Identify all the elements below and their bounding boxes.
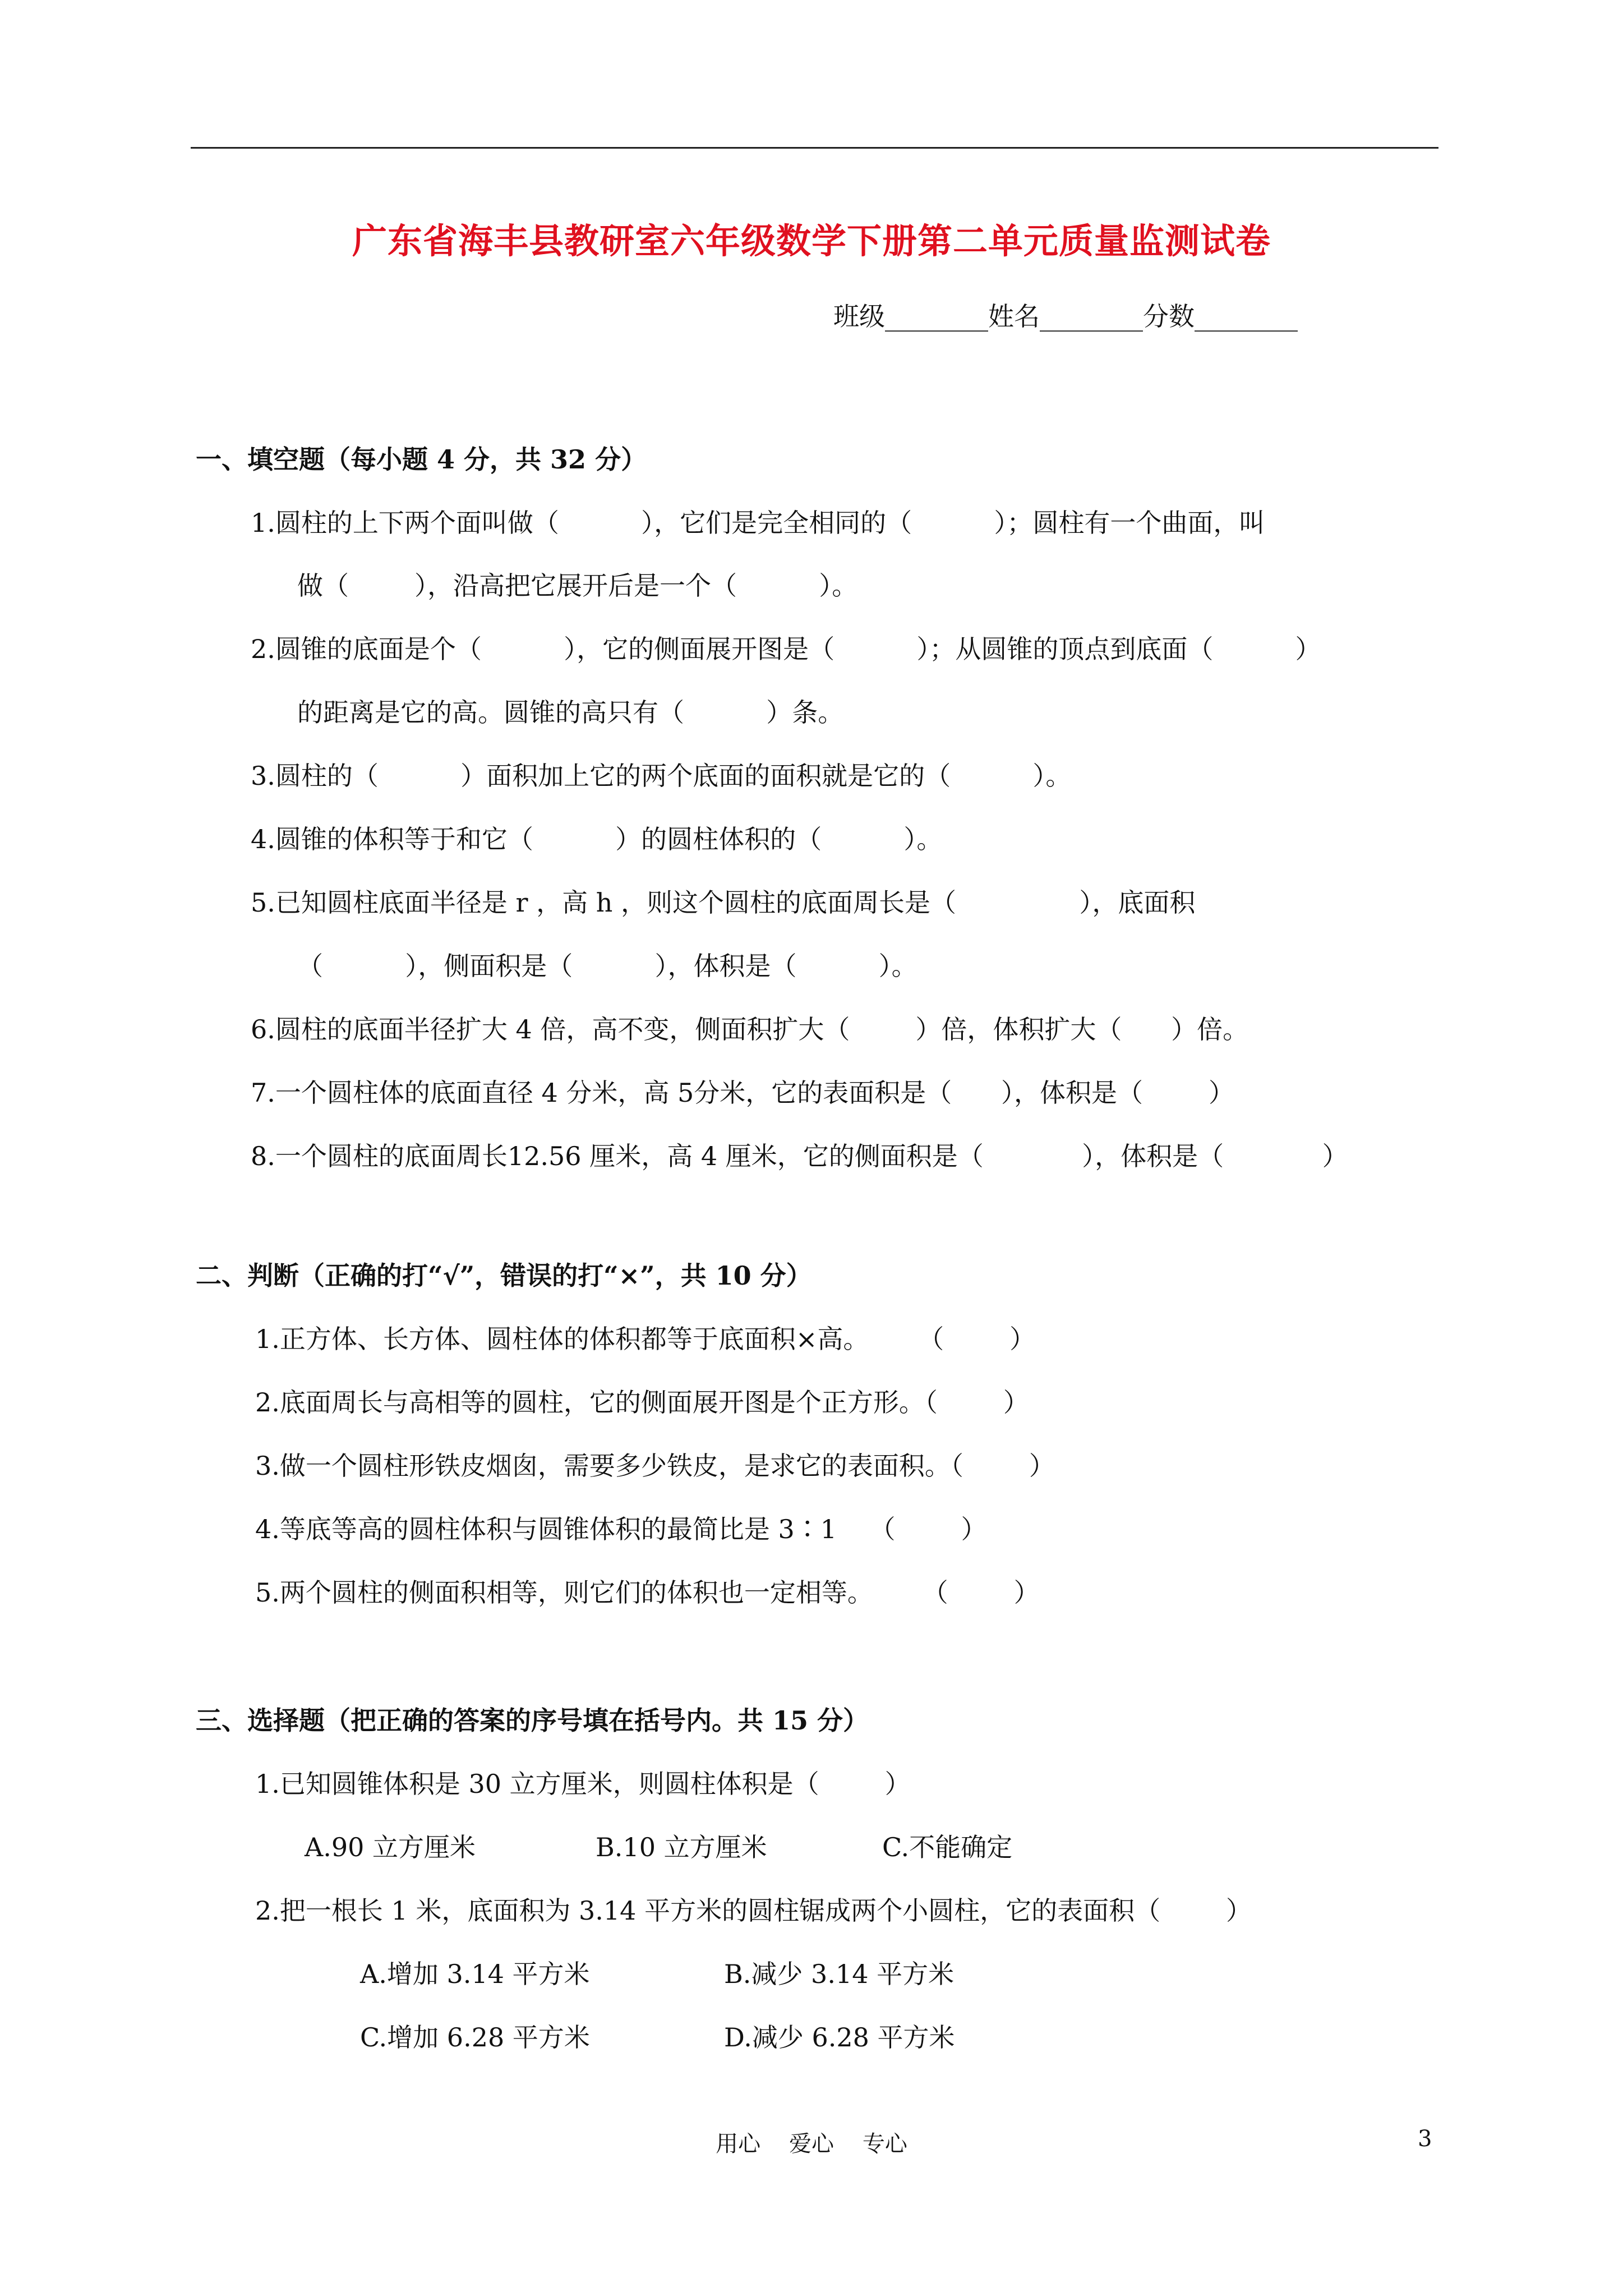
page-number: 3 — [1418, 2126, 1432, 2152]
s1-line-10: 7.一个圆柱体的底面直径 4 分米，高 5分米，它的表面积是（ ），体积是（ ） — [251, 1078, 1234, 1108]
s1-line-3: 2.圆锥的底面是个（ ），它的侧面展开图是（ ）；从圆锥的顶点到底面（ ） — [251, 634, 1321, 664]
s3-q1-option-a: A.90 立方厘米 — [305, 1832, 476, 1862]
section-1-heading: 一、填空题（每小题 4 分，共 32 分） — [196, 444, 647, 475]
section-3-heading: 三、选择题（把正确的答案的序号填在括号内。共 15 分） — [196, 1705, 869, 1736]
s1-line-8: （ ），侧面积是（ ），体积是（ ）。 — [297, 951, 917, 981]
s2-line-5: 5.两个圆柱的侧面积相等，则它们的体积也一定相等。 （ ） — [255, 1577, 1040, 1608]
s2-line-1: 1.正方体、长方体、圆柱体的体积都等于底面积×高。 （ ） — [255, 1324, 1036, 1354]
s2-line-4: 4.等底等高的圆柱体积与圆锥体积的最简比是 3∶1 （ ） — [255, 1514, 987, 1544]
s3-q1-option-b: B.10 立方厘米 — [596, 1832, 767, 1862]
student-info-line: 班级________姓名________分数________ — [833, 301, 1298, 332]
s1-line-1: 1.圆柱的上下两个面叫做（ ），它们是完全相同的（ ）；圆柱有一个曲面，叫 — [251, 508, 1265, 538]
s2-line-3: 3.做一个圆柱形铁皮烟囱，需要多少铁皮，是求它的表面积。（ ） — [255, 1451, 1055, 1481]
s1-line-7: 5.已知圆柱底面半径是 r ，高 h ，则这个圆柱的底面周长是（ ），底面积 — [251, 887, 1196, 918]
s1-line-4: 的距离是它的高。圆锥的高只有（ ）条。 — [297, 697, 844, 728]
section-2-heading: 二、判断（正确的打“√”，错误的打“×”，共 10 分） — [196, 1260, 812, 1291]
s3-q2-option-d: D.减少 6.28 平方米 — [724, 2022, 955, 2053]
s3-q2: 2.把一根长 1 米，底面积为 3.14 平方米的圆柱锯成两个小圆柱，它的表面积（ ） — [255, 1895, 1252, 1926]
s3-q2-option-c: C.增加 6.28 平方米 — [360, 2022, 590, 2053]
s3-q2-option-a: A.增加 3.14 平方米 — [360, 1959, 590, 1989]
s3-q1-option-c: C.不能确定 — [882, 1832, 1013, 1862]
s2-line-2: 2.底面周长与高相等的圆柱，它的侧面展开图是个正方形。（ ） — [255, 1387, 1029, 1418]
s1-line-6: 4.圆锥的体积等于和它（ ）的圆柱体积的（ ）。 — [251, 824, 943, 854]
s1-line-2: 做（ ），沿高把它展开后是一个（ ）。 — [297, 570, 858, 601]
exam-title: 广东省海丰县教研室六年级数学下册第二单元质量监测试卷 — [352, 220, 1271, 261]
s1-line-11: 8.一个圆柱的底面周长12.56 厘米，高 4 厘米，它的侧面积是（ ），体积是（ ） — [251, 1141, 1348, 1171]
s1-line-5: 3.圆柱的（ ）面积加上它的两个底面的面积就是它的（ ）。 — [251, 761, 1072, 791]
s1-line-9: 6.圆柱的底面半径扩大 4 倍，高不变，侧面积扩大（ ）倍，体积扩大（ ）倍。 — [251, 1014, 1249, 1045]
s3-q1: 1.已知圆锥体积是 30 立方厘米，则圆柱体积是（ ） — [255, 1769, 911, 1799]
footer-motto: 用心 爱心 专心 — [716, 2131, 907, 2157]
s3-q2-option-b: B.减少 3.14 平方米 — [724, 1959, 955, 1989]
header-rule — [191, 147, 1438, 149]
